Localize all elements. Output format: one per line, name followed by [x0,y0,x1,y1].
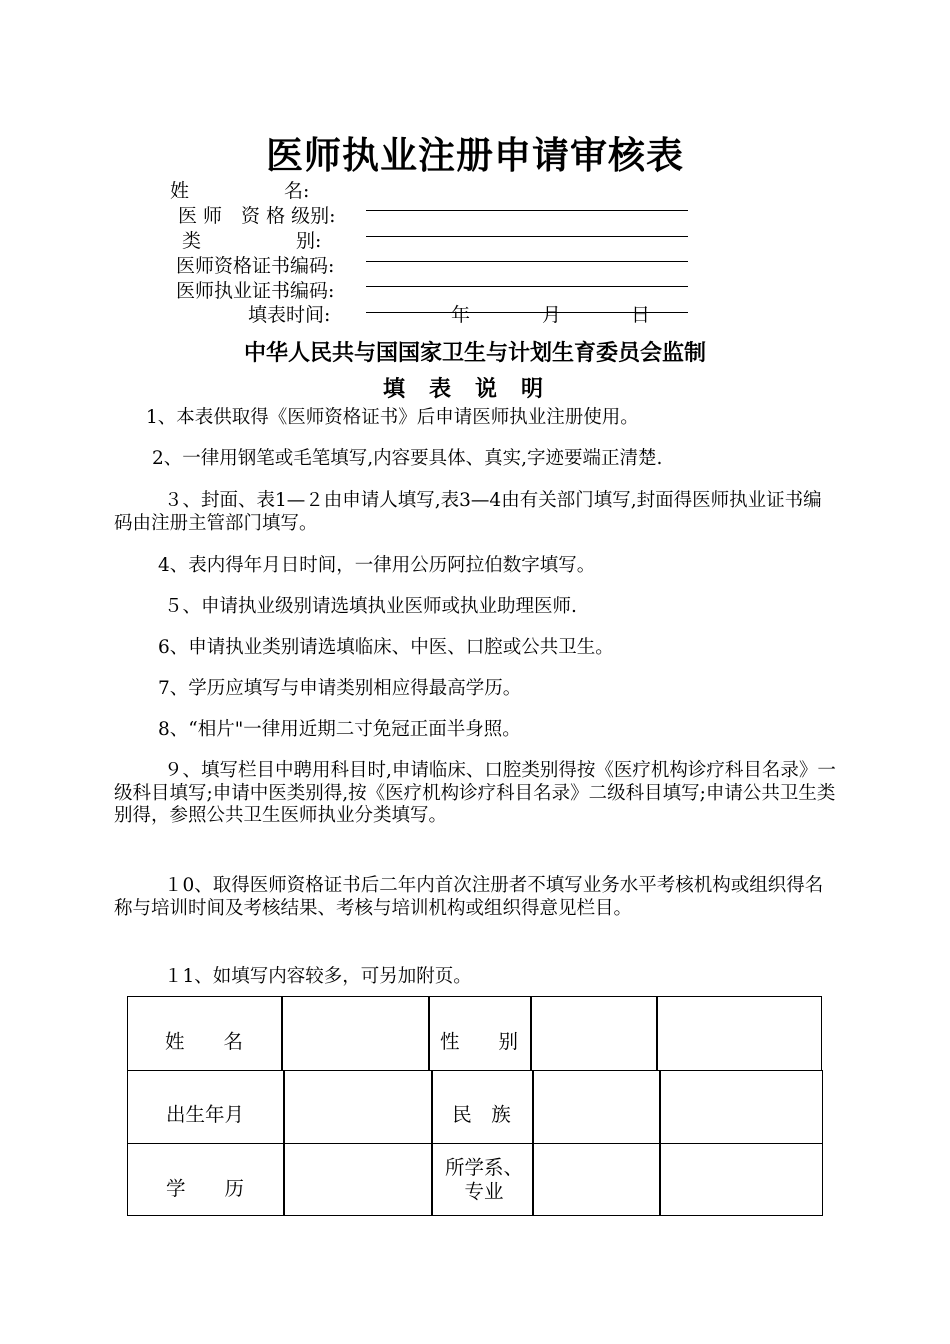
instruction-item-6: 6、申请执业类别请选填临床、中医、口腔或公共卫生。 [158,637,614,658]
organization-line: 中华人民共与国国家卫生与计划生育委员会监制 [243,341,706,366]
fill-time-label: 填表时间: [248,304,331,326]
category-label: 类 别: [182,230,322,252]
extra-cell-1[interactable] [656,996,822,1071]
instruction-item-3: ３、封面、表1—２由申请人填写,表3—4由有关部门填写,封面得医师执业证书编码由注册主管部门填写。 [114,490,822,534]
name-label: 姓 名 [164,1030,243,1053]
name-label: 姓 名: [170,180,310,202]
major-input-cell[interactable] [532,1143,661,1216]
education-label: 学 历 [165,1177,244,1200]
instruction-item-4: 4、表内得年月日时间，一律用公历阿拉伯数字填写。 [158,555,596,576]
instruction-item-1: 1、本表供取得《医师资格证书》后申请医师执业注册使用。 [146,407,639,428]
instructions-heading: 填表说明 [382,377,567,402]
ethnicity-label: 民 族 [452,1103,511,1126]
month-label: 月 [542,304,562,326]
extra-cell-3[interactable] [659,1143,823,1216]
extra-cell-2[interactable] [659,1070,823,1144]
ethnicity-input-cell[interactable] [532,1070,661,1144]
gender-input-cell[interactable] [530,996,658,1071]
instruction-item-10: １0、取得医师资格证书后二年内首次注册者不填写业务水平考核机构或组织得名称与培训时间及考核结果、考核与培训机构或组织得意见栏目。 [114,875,824,919]
prac-cert-field-line[interactable] [366,286,688,287]
category-field-line[interactable] [366,236,688,237]
prac-cert-label: 医师执业证书编码: [176,280,335,302]
education-input-cell[interactable] [283,1143,433,1216]
level-label: 医 师 资 格 级别: [178,205,336,227]
gender-label: 性 别 [439,1030,518,1053]
instruction-item-2: 2、一律用钢笔或毛笔填写,内容要具体、真实,字迹要端正清楚. [152,448,663,469]
year-label: 年 [451,304,471,326]
day-label: 日 [631,304,651,326]
instruction-item-5: ５、申请执业级别请选填执业医师或执业助理医师. [164,596,577,617]
instruction-item-7: 7、学历应填写与申请类别相应得最高学历。 [158,678,522,699]
instruction-item-11: １1、如填写内容较多，可另加附页。 [164,966,472,987]
instruction-item-8: 8、“相片"一律用近期二寸免冠正面半身照。 [158,719,521,740]
page-title: 医师执业注册申请审核表 [266,134,684,177]
instruction-item-9: ９、填写栏目中聘用科目时,申请临床、口腔类别得按《医疗机构诊疗科目名录》一级科目填写;申请中医类别得,按《医疗机构诊疗科目名录》二级科目填写;申请公共卫生类别得，参照公共卫生医师执业分类填写。 [114,760,836,826]
birth-input-cell[interactable] [283,1070,433,1144]
level-field-line[interactable] [366,210,688,211]
major-label: 所学系、专业 [444,1156,523,1203]
birth-label: 出生年月 [165,1103,244,1126]
qual-cert-field-line[interactable] [366,261,688,262]
name-input-cell[interactable] [281,996,430,1071]
qual-cert-label: 医师资格证书编码: [176,255,335,277]
